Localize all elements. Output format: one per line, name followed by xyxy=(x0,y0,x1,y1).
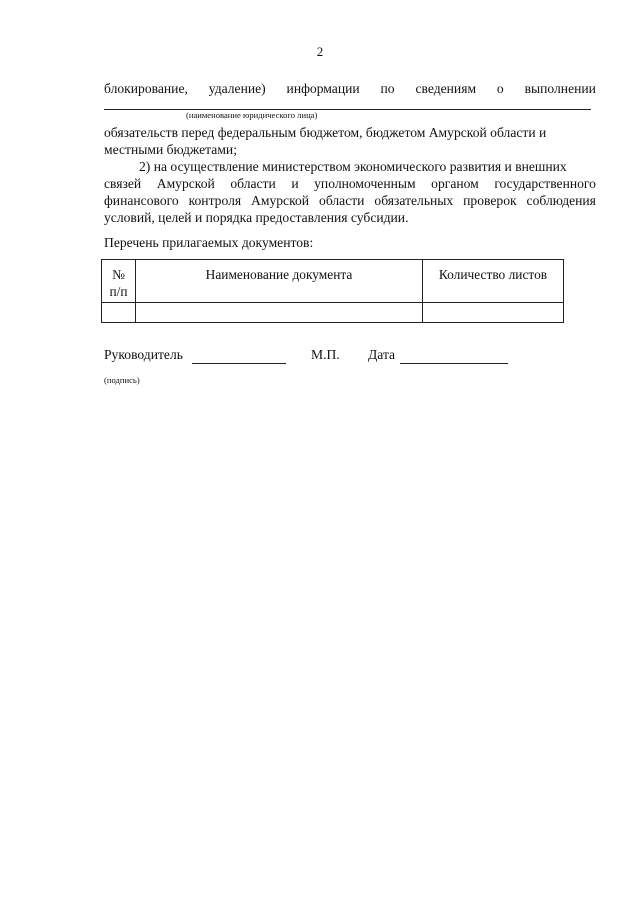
word: финансового xyxy=(104,193,179,208)
header-document-name: Наименование документа xyxy=(136,260,423,303)
row-document-name-cell[interactable] xyxy=(136,303,423,323)
paragraph2-line3 xyxy=(104,192,596,209)
word: блокирование, xyxy=(104,81,188,96)
head-label: Руководитель xyxy=(104,347,183,362)
paragraph1-line2: обязательств перед федеральным бюджетом, бюджетом Амурской области и xyxy=(104,125,547,140)
word: уполномоченным xyxy=(314,176,416,191)
header-number-symbol: № xyxy=(112,267,125,282)
word: обязательных xyxy=(374,193,454,208)
paragraph2-line1: 2) на осуществление министерством экономического развития и внешних xyxy=(139,159,567,174)
date-label: Дата xyxy=(368,347,396,362)
word: выполнении xyxy=(524,81,596,96)
word: области xyxy=(230,176,276,191)
attachments-heading: Перечень прилагаемых документов: xyxy=(104,235,314,250)
word: области xyxy=(319,193,365,208)
signature-line[interactable] xyxy=(192,363,286,364)
word: связей xyxy=(104,176,142,191)
word: органом xyxy=(431,176,479,191)
paragraph1-line1 xyxy=(104,80,596,97)
table-header-row xyxy=(102,260,564,303)
word: сведениям xyxy=(415,81,477,96)
table-row xyxy=(102,303,564,323)
word: Амурской xyxy=(156,176,215,191)
paragraph2-line4: условий, целей и порядка предоставления субсидии. xyxy=(104,210,409,225)
paragraph2-line2 xyxy=(104,175,596,192)
word: соблюдения xyxy=(526,193,596,208)
word: государственного xyxy=(494,176,596,191)
header-number xyxy=(102,260,136,303)
attachments-table xyxy=(101,259,564,323)
word: проверок xyxy=(463,193,517,208)
header-page-count: Количество листов xyxy=(423,260,564,303)
paragraph1-line3: местными бюджетами; xyxy=(104,142,237,157)
page-number: 2 xyxy=(316,44,324,59)
header-number-abbrev: п/п xyxy=(109,284,128,299)
word: Амурской xyxy=(251,193,310,208)
word: информации xyxy=(286,81,360,96)
word: по xyxy=(380,81,395,96)
date-line[interactable] xyxy=(400,363,508,364)
legal-entity-name-line xyxy=(104,109,591,110)
row-number-cell[interactable] xyxy=(102,303,136,323)
row-page-count-cell[interactable] xyxy=(423,303,564,323)
word: контроля xyxy=(188,193,242,208)
stamp-label: М.П. xyxy=(311,347,340,362)
word: удаление) xyxy=(208,81,266,96)
word: о xyxy=(496,81,504,96)
word: и xyxy=(291,176,299,191)
legal-entity-caption: (наименование юридического лица) xyxy=(186,110,318,120)
signature-caption: (подпись) xyxy=(104,375,140,385)
